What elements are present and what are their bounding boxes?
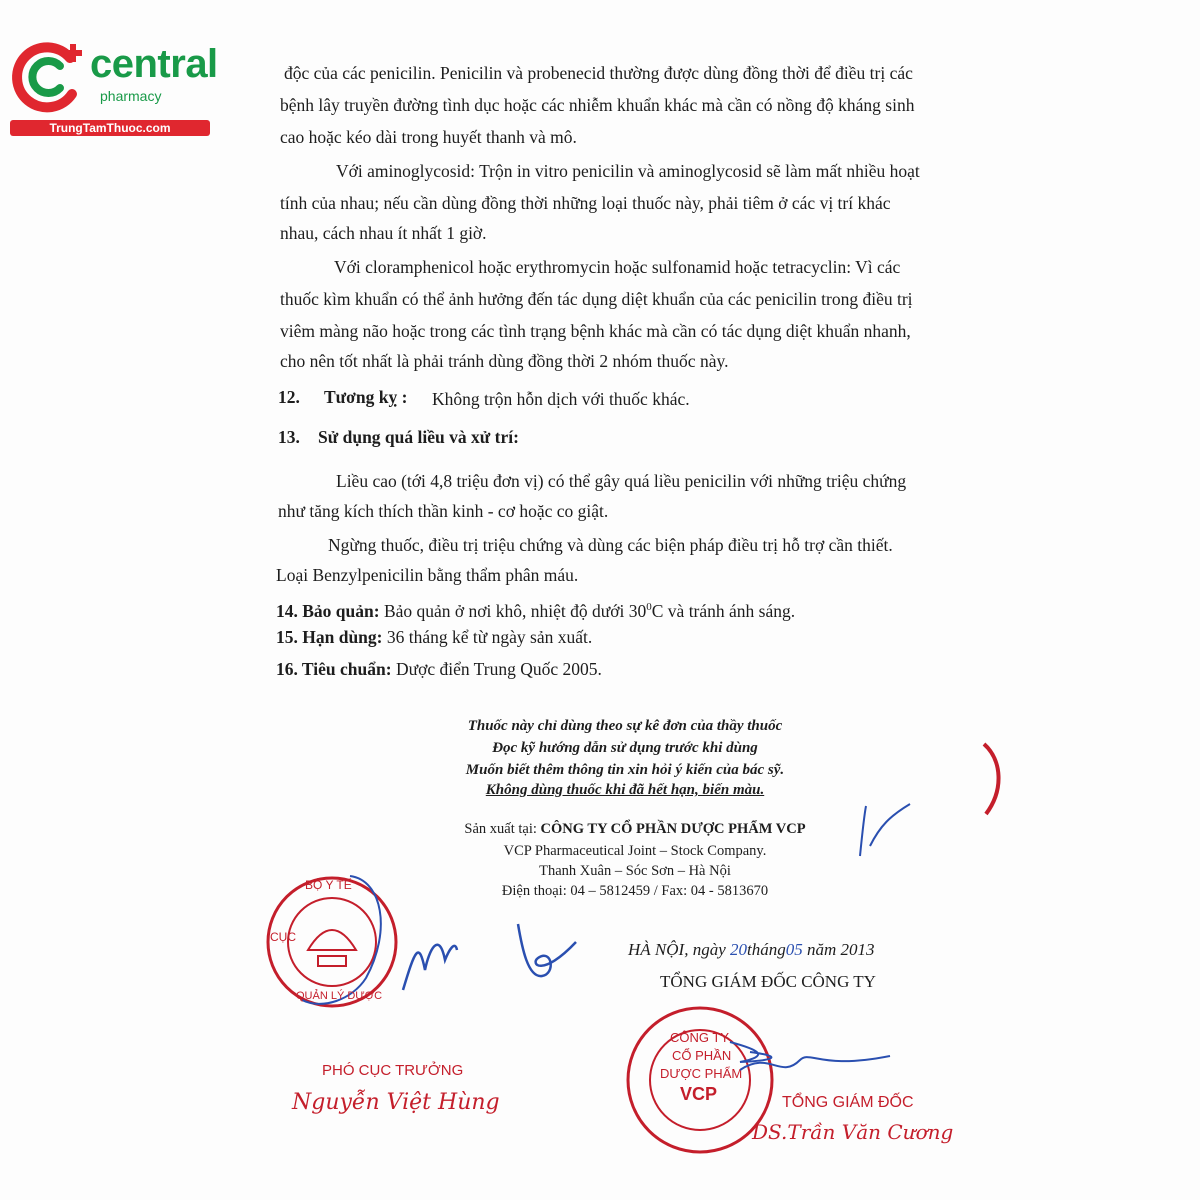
manufacturer-phone: Điện thoại: 04 – 5812459 / Fax: 04 - 5813670: [501, 883, 769, 899]
stamp-ministry-bottom: QUẢN LÝ DƯỢC: [296, 990, 383, 1002]
section-12-heading: Tương kỵ :: [324, 387, 408, 407]
warning-line: Thuốc này chỉ dùng theo sự kê đơn của thầy thuốc: [467, 718, 783, 734]
section-15-text: 36 tháng kể từ ngày sản xuất.: [386, 627, 593, 647]
logo-banner[interactable]: TrungTamThuoc.com: [10, 120, 210, 136]
text-line: Với aminoglycosid: Trộn in vitro penicilin và aminoglycosid sẽ làm mất nhiều hoạt: [336, 161, 920, 181]
manufacturer-name: CÔNG TY CỔ PHẦN DƯỢC PHẨM VCP: [540, 821, 806, 837]
stamp-company-line: CỔ PHẦN: [672, 1048, 732, 1063]
manufacturer-english: VCP Pharmaceutical Joint – Stock Company.: [503, 843, 767, 859]
section-14-text-a: Bảo quản ở nơi khô, nhiệt độ dưới 30: [383, 601, 647, 621]
warning-line: Đọc kỹ hướng dẫn sử dụng trước khi dùng: [492, 740, 758, 756]
manufacturer-address: Thanh Xuân – Sóc Sơn – Hà Nội: [539, 863, 731, 879]
pharmacy-c-icon: [10, 36, 90, 116]
director-signature-icon: [740, 1040, 900, 1090]
text-line: cho nên tốt nhất là phải tránh dùng đồng thời 2 nhóm thuốc này.: [280, 351, 729, 371]
text-line: Loại Benzylpenicilin bằng thẩm phân máu.: [276, 565, 579, 585]
logo-brand-text: central: [90, 42, 218, 86]
central-pharmacy-logo[interactable]: [10, 36, 218, 136]
warning-line: Không dùng thuốc khi đã hết hạn, biến màu.: [485, 782, 765, 798]
gd-title: TỔNG GIÁM ĐỐC: [782, 1094, 914, 1111]
date-prefix: HÀ NỘI, ngày: [628, 940, 726, 959]
deputy-title: PHÓ CỤC TRƯỞNG: [322, 1062, 464, 1079]
date-month-word: tháng: [746, 940, 786, 959]
date-year: năm 2013: [806, 940, 875, 959]
text-line: độc của các penicilin. Penicilin và probenecid thường được dùng đồng thời để điều trị các: [284, 63, 913, 83]
logo-sub-text: pharmacy: [100, 88, 162, 104]
section-14: [276, 596, 795, 622]
stamp-company-line: CÔNG TY: [670, 1030, 729, 1045]
text-line: viêm màng não hoặc trong các tình trạng bệnh khác mà cần có tác dụng diệt khuẩn nhanh,: [280, 321, 911, 341]
section-13-heading: Sử dụng quá liều và xử trí:: [318, 427, 519, 447]
stamp-ministry-left: CỤC: [270, 930, 296, 944]
stamp-company-vcp: VCP: [680, 1084, 718, 1104]
date-day: 20: [729, 940, 747, 959]
degree-superscript: 0: [646, 601, 652, 613]
text-line: như tăng kích thích thần kinh - cơ hoặc co giật.: [278, 501, 609, 521]
section-15: [276, 626, 592, 648]
section-13-number: 13.: [278, 427, 300, 447]
section-14-heading: 14. Bảo quản:: [276, 601, 380, 621]
initial-signature-icon: [512, 918, 582, 988]
text-line: Ngừng thuốc, điều trị triệu chứng và dùng các biện pháp điều trị hỗ trợ cần thiết.: [328, 535, 893, 555]
section-16-text: Dược điển Trung Quốc 2005.: [395, 659, 602, 679]
text-line: Với cloramphenicol hoặc erythromycin hoặc sulfonamid hoặc tetracyclin: Vì các: [334, 257, 901, 277]
section-12-text: Không trộn hỗn dịch với thuốc khác.: [432, 389, 690, 409]
deputy-signature-icon: [395, 910, 465, 1000]
text-line: Liều cao (tới 4,8 triệu đơn vị) có thể gây quá liều penicilin với những triệu chứng: [336, 471, 907, 491]
section-12-number: 12.: [278, 387, 300, 407]
warning-line: Muốn biết thêm thông tin xin hỏi ý kiến của bác sỹ.: [465, 762, 785, 778]
director-title: TỔNG GIÁM ĐỐC CÔNG TY: [660, 972, 876, 991]
text-line: bệnh lây truyền đường tình dục hoặc các nhiễm khuẩn khác mà cần có nồng độ kháng sinh: [280, 95, 915, 115]
manufacturer-label: Sản xuất tại:: [464, 821, 537, 837]
deputy-name: Nguyễn Việt Hùng: [292, 1090, 500, 1115]
stamp-company-line: DƯỢC PHẨM: [660, 1066, 743, 1081]
gd-name: DS.Trần Văn Cương: [752, 1120, 954, 1144]
section-15-heading: 15. Hạn dùng:: [276, 627, 383, 647]
section-16-heading: 16. Tiêu chuẩn:: [276, 659, 392, 679]
text-line: cao hoặc kéo dài trong huyết thanh và mô.: [280, 127, 577, 147]
date-month: 05: [785, 940, 803, 959]
initial-mark-icon: [850, 796, 920, 866]
section-14-text-b: C và tránh ánh sáng.: [651, 601, 796, 621]
section-16: [276, 658, 602, 680]
text-line: tính của nhau; nếu cần dùng đồng thời những loại thuốc này, phải tiêm ở các vị trí khác: [280, 193, 891, 213]
date-line: [628, 940, 875, 960]
stamp-ministry-top: BỘ Y TẾ: [305, 878, 352, 892]
stamp-edge-icon: [978, 740, 1008, 820]
text-line: thuốc kìm khuẩn có thể ảnh hưởng đến tác dụng diệt khuẩn của các penicilin trong điều trị: [280, 289, 913, 309]
text-line: nhau, cách nhau ít nhất 1 giờ.: [280, 223, 487, 243]
manufacturer-line: [410, 820, 860, 839]
